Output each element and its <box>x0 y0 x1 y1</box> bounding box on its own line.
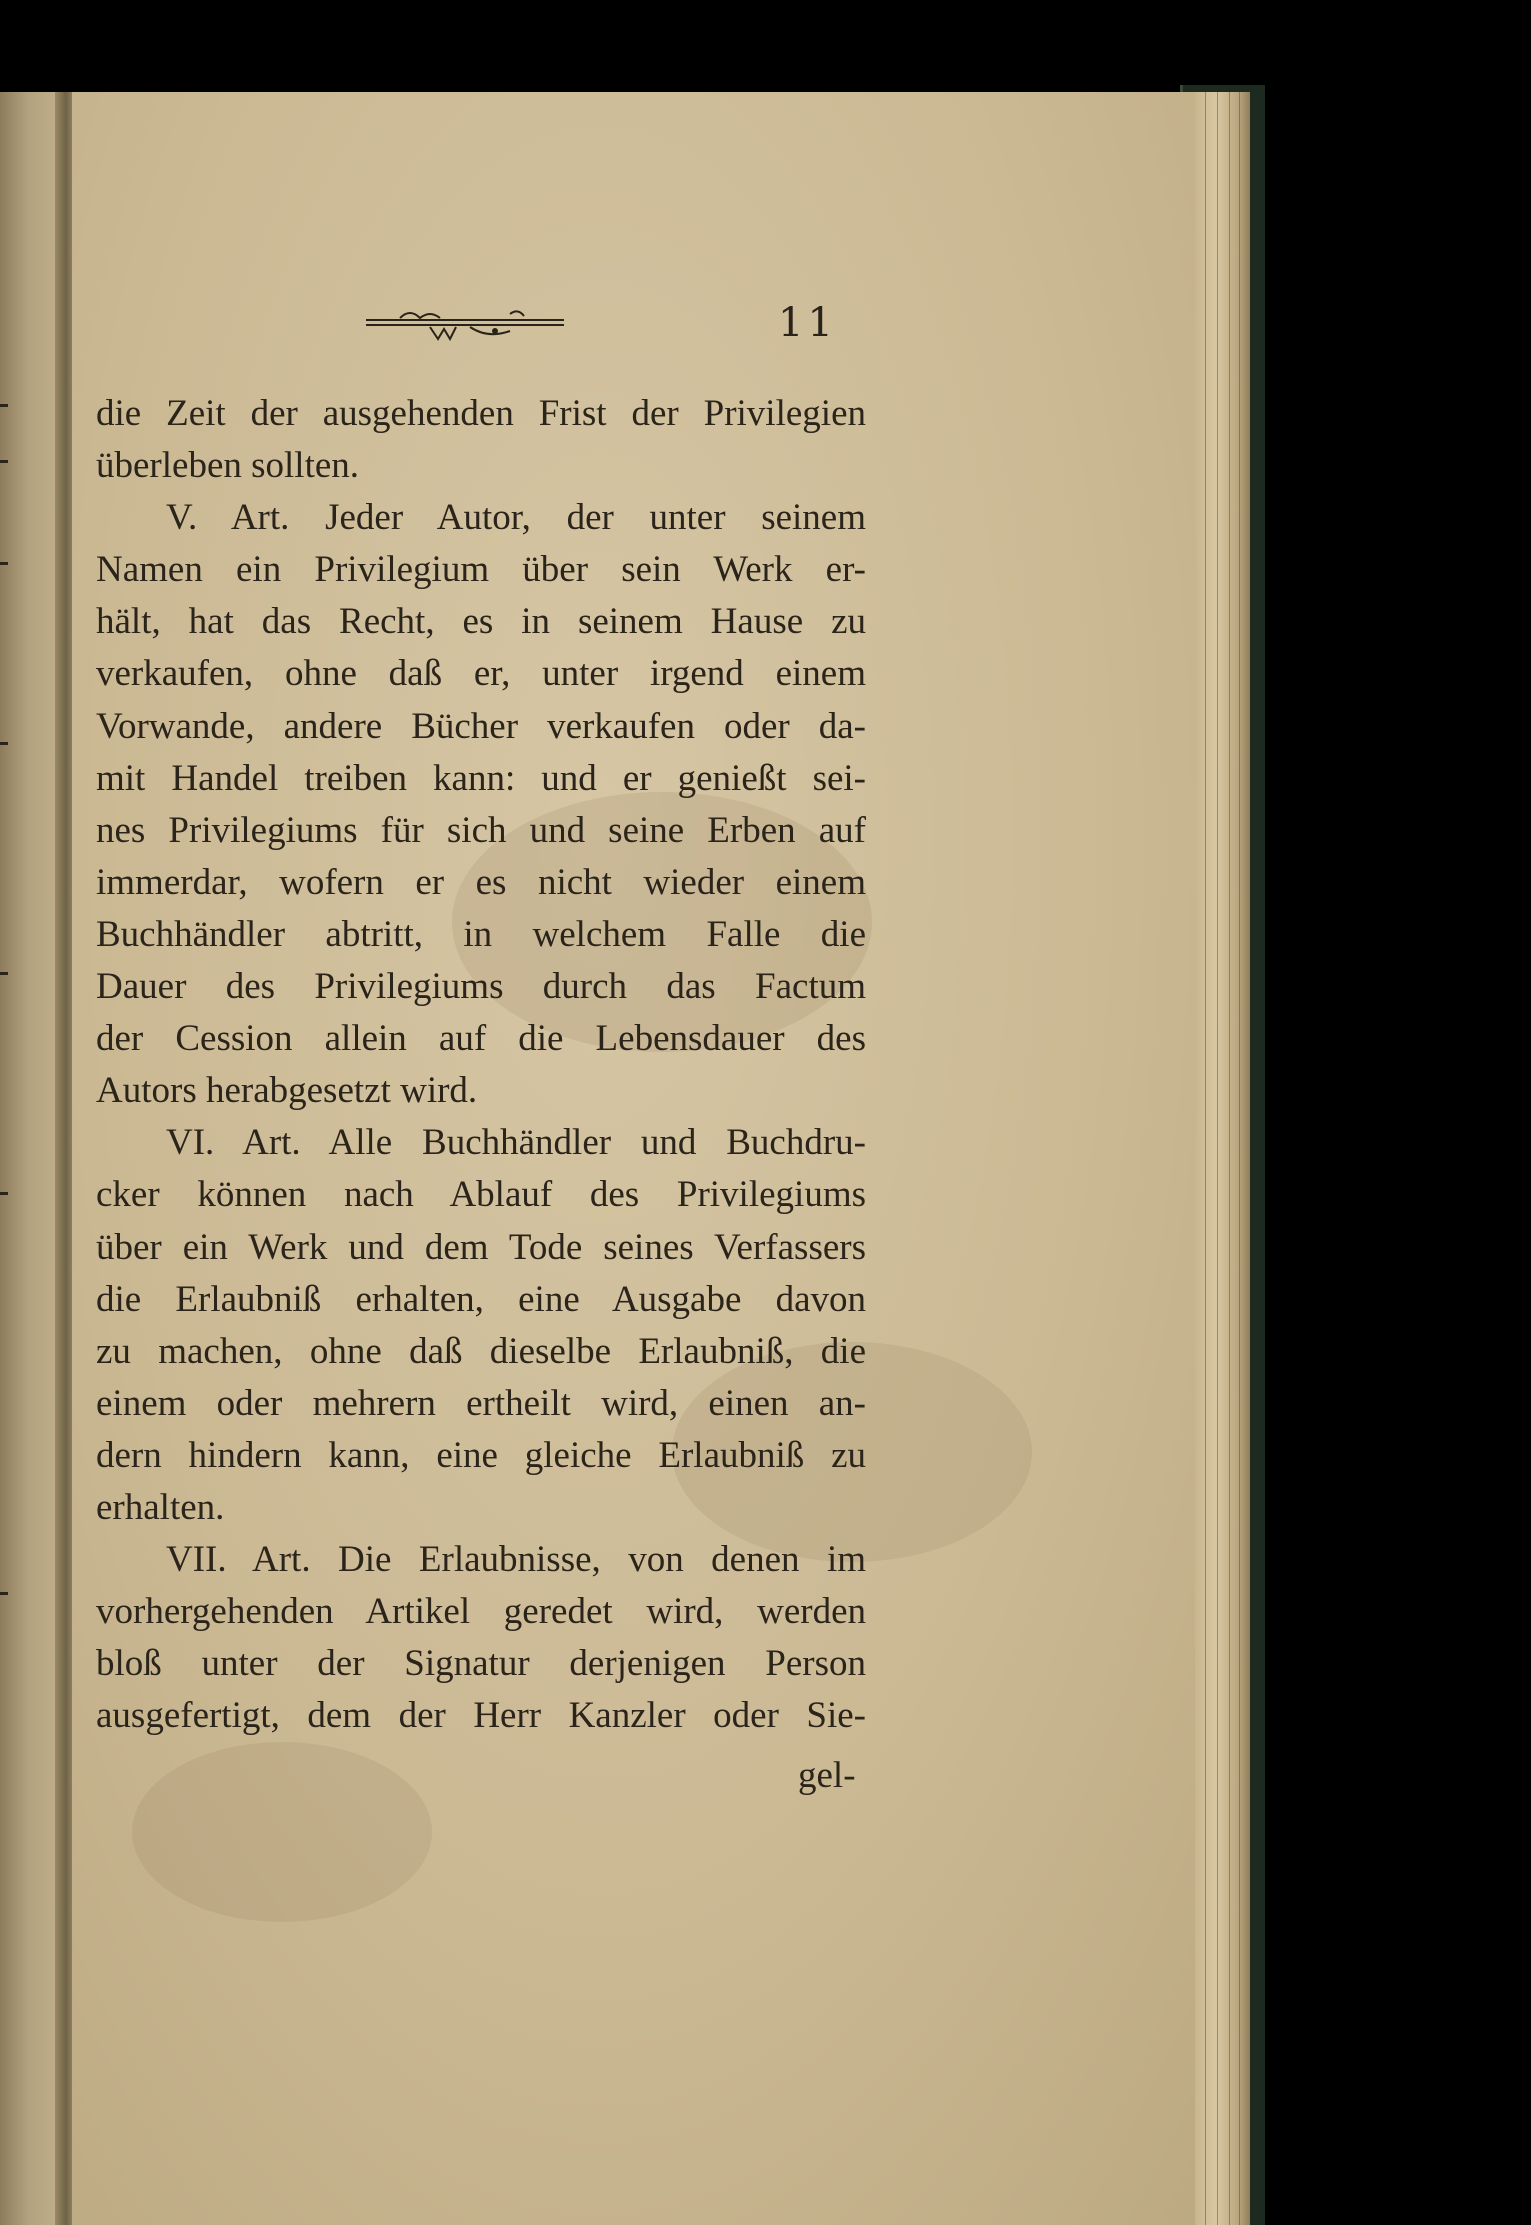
text-line: vorhergehenden Artikel geredet wird, werden <box>96 1591 866 1633</box>
text-line: verkaufen, ohne daß er, unter irgend einem <box>96 653 866 695</box>
text-line: zu machen, ohne daß dieselbe Erlaubniß, die <box>96 1330 866 1372</box>
page-number: 11 <box>778 300 837 346</box>
text-line: die Zeit der ausgehenden Frist der Privilegien <box>96 393 866 434</box>
text-line: Autors herabgesetzt wird. <box>96 1070 478 1112</box>
text-line: cker können nach Ablauf des Privilegiums <box>96 1174 866 1216</box>
text-line: der Cession allein auf die Lebensdauer des <box>96 1018 866 1060</box>
text-line: VII. Art. Die Erlaubnisse, von denen im <box>166 1539 866 1581</box>
text-line: erhalten. <box>96 1486 225 1528</box>
text-line: bloß unter der Signatur derjenigen Person <box>96 1643 866 1685</box>
text-line: VI. Art. Alle Buchhändler und Buchdru- <box>166 1122 866 1164</box>
ornament-headpiece <box>360 298 570 346</box>
text-line: V. Art. Jeder Autor, der unter seinem <box>166 497 866 539</box>
catchword: gel- <box>798 1755 856 1796</box>
page-fore-edge <box>1195 92 1250 2225</box>
text-line: überleben sollten. <box>96 445 360 487</box>
text-line: Namen ein Privilegium über sein Werk er- <box>96 549 866 591</box>
text-line: Dauer des Privilegiums durch das Factum <box>96 966 866 1008</box>
text-line: mit Handel treiben kann: und er genießt sei- <box>96 757 866 799</box>
text-line: Vorwande, andere Bücher verkaufen oder da- <box>96 705 866 747</box>
text-line: Buchhändler abtritt, in welchem Falle die <box>96 913 866 955</box>
body-text <box>96 388 866 1742</box>
text-line: die Erlaubniß erhalten, eine Ausgabe davon <box>96 1278 866 1320</box>
text-line: hält, hat das Recht, es in seinem Hause zu <box>96 601 866 643</box>
text-line: dern hindern kann, eine gleiche Erlaubniß zu <box>96 1434 866 1476</box>
text-line: einem oder mehrern ertheilt wird, einen an- <box>96 1382 866 1424</box>
text-line: immerdar, wofern er es nicht wieder einem <box>96 861 866 903</box>
text-line: ausgefertigt, dem der Herr Kanzler oder Sie- <box>96 1695 866 1737</box>
text-line: über ein Werk und dem Tode seines Verfassers <box>96 1226 866 1268</box>
text-line: nes Privilegiums für sich und seine Erben auf <box>96 809 866 851</box>
